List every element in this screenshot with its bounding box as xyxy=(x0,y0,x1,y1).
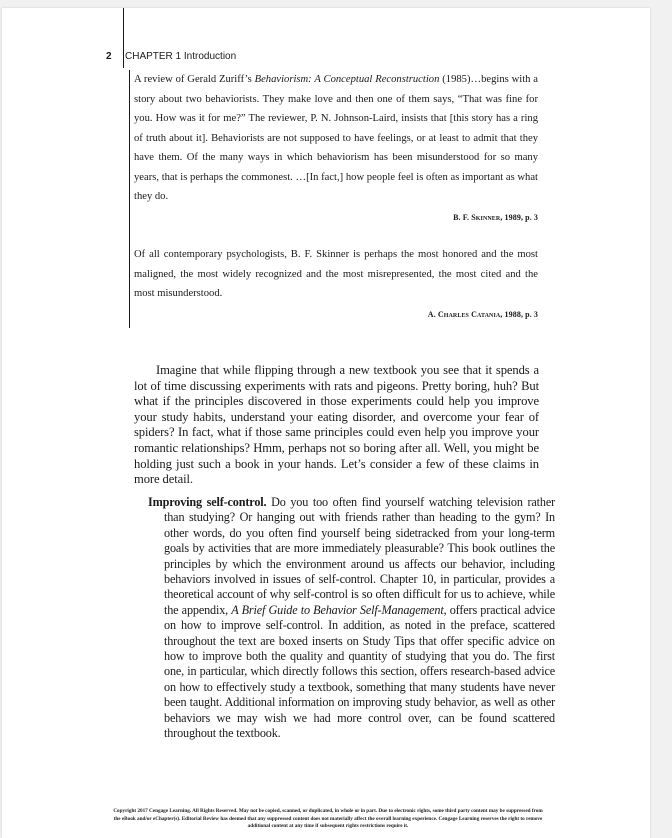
list-item-self-control: Improving self-control. Do you too often find yourself watching television rather than studying? Or hanging out with friends rather than heading to the gym? In other words, do you often find yourself being sidetracked from your long-term goals by activities that are more immediately pleasurable? This book outlines the principles by which the environment around us affects our behavior, including behaviors involved in issues of self-control. Chapter 10, in particular, provides a theoretical account of why self-control is so often difficult for us to achieve, while the appendix, A Brief Guide to Behavior Self-Management, offers practical advice on how to improve self-control. In addition, as noted in the preface, scattered throughout the text are boxed inserts on Study Tips that offer specific advice on how to improve both the quality and quantity of studying that you do. The first one, in particular, which directly follows this section, offers research-based advice on how to effectively study a textbook, something that many students have never been taught. Additional information on improving study behavior, as well as other behaviors we may wish we had more control over, can be found scattered throughout the textbook. xyxy=(148,495,556,741)
page-number: 2 xyxy=(106,51,112,62)
appendix-title: A Brief Guide to Behavior Self-Management xyxy=(231,602,444,617)
epigraph-skinner-text: A review of Gerald Zuriff’s Behaviorism: A Conceptual Reconstruction (1985)…begins with a story about two behaviorists. They make love and then one of them says, “That was fine for you. How was it for me?” The reviewer, P. N. Johnson-Laird, insists that [this story has a ring of truth about it]. Behaviorists are not supposed to have feelings, or at least to admit that they have them. Of the many ways in which behaviorism has been misunderstood for so many years, that is perhaps the commonest. …[In fact,] how people feel is often as important as what they do. xyxy=(134,74,539,202)
epigraph-skinner-attribution: B. F. Skinner, 1989, p. 3 xyxy=(453,212,538,222)
epigraph-catania xyxy=(134,245,538,324)
epigraph-catania-text: Of all contemporary psychologists, B. F. Skinner is perhaps the most honored and the most maligned, the most widely recognized and the most misrepresented, the most cited and the most misunderstood. xyxy=(134,249,538,299)
book-title: Behaviorism: A Conceptual Reconstruction xyxy=(254,74,440,85)
copyright-notice: Copyright 2017 Cengage Learning. All Rights Reserved. May not be copied, scanned, or duplicated, in whole or in part. Due to electronic rights, some third party content may be suppressed from the eBook and/or eChapter(s). Editorial Review has deemed that any suppressed content does not materially affect the overall learning experience. Cengage Learning reserves the right to remove additional content at any time if subsequent rights restrictions require it. xyxy=(113,808,543,830)
list-item-heading: Improving self-control. xyxy=(148,495,267,509)
quote-vertical-rule xyxy=(129,70,130,328)
epigraph-skinner xyxy=(134,70,538,227)
chapter-title: CHAPTER 1 Introduction xyxy=(125,51,237,62)
book-page xyxy=(2,8,650,838)
epigraph-catania-attribution: A. Charles Catania, 1988, p. 3 xyxy=(427,309,538,319)
running-header xyxy=(106,51,236,62)
intro-paragraph: Imagine that while flipping through a new textbook you see that it spends a lot of time discussing experiments with rats and pigeons. Pretty boring, huh? But what if the principles discovered in those experiments could help you improve your study habits, understand your eating disorder, and overcome your fear of spiders? In fact, what if those same principles could even help you improve your romantic relationships? Hmm, perhaps not so boring after all. Well, you might be holding just such a book in your hands. Let’s consider a few of these claims in more detail. xyxy=(134,363,539,487)
